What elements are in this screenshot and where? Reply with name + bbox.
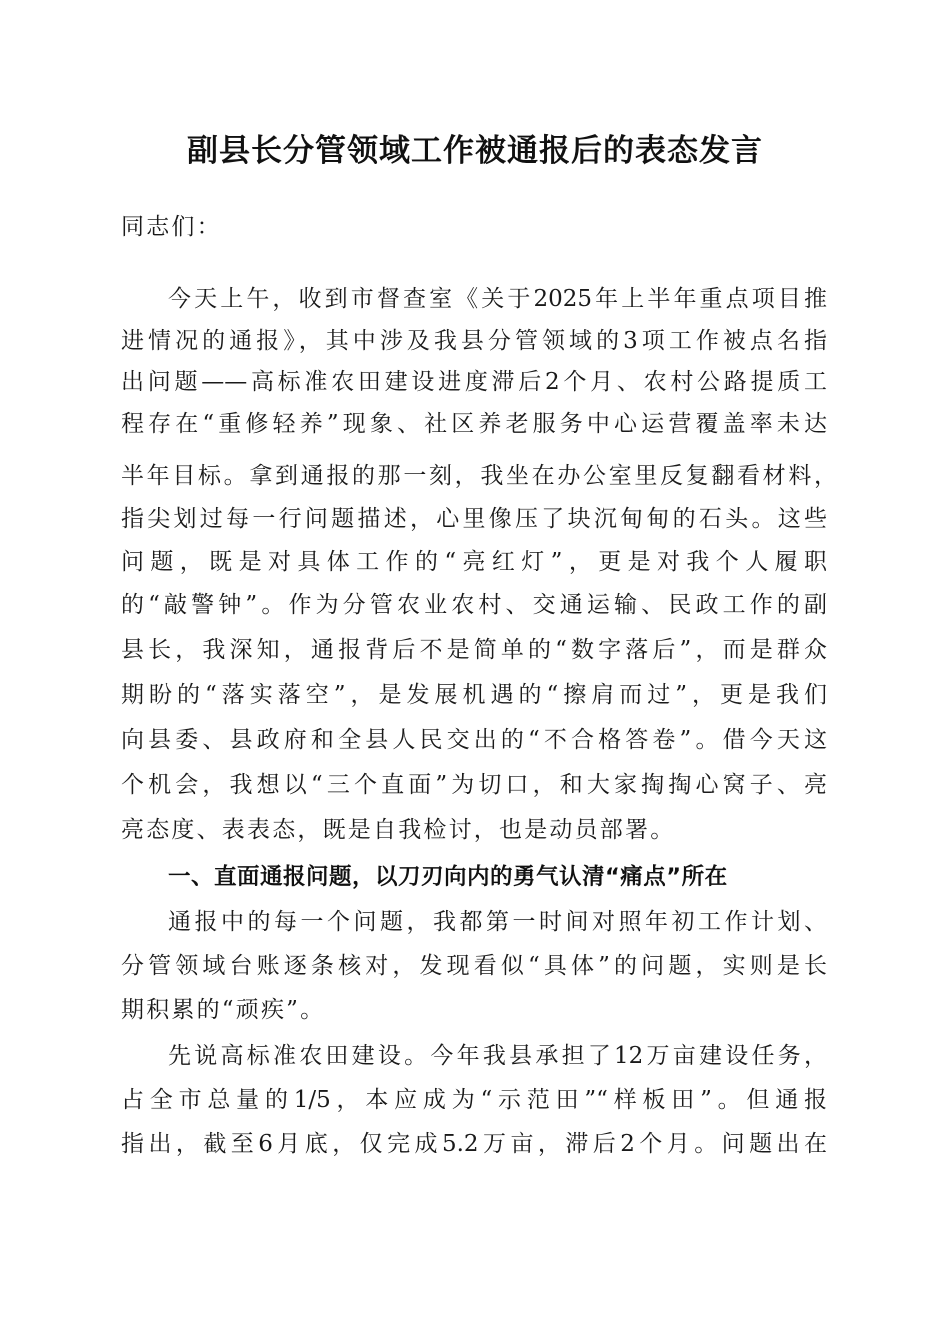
para1-line-8: 的“敲警钟”。作为分管农业农村、交通运输、民政工作的副 — [121, 592, 827, 618]
greeting: 同志们： — [121, 214, 222, 240]
para1-line-3: 出问题——高标准农田建设进度滞后2个月、农村公路提质工 — [121, 369, 827, 395]
para2-line-1: 通报中的每一个问题，我都第一时间对照年初工作计划、 — [168, 909, 827, 935]
para1-line-13: 亮态度、表表态，既是自我检讨，也是动员部署。 — [121, 817, 676, 843]
para1-line-10: 期盼的“落实落空”，是发展机遇的“擦肩而过”，更是我们 — [121, 682, 827, 708]
section-heading-1: 一、直面通报问题，以刀刃向内的勇气认清“痛点”所在 — [168, 864, 728, 890]
para1-line-4: 程存在“重修轻养”现象、社区养老服务中心运营覆盖率未达 — [121, 411, 827, 437]
para3-line-1: 先说高标准农田建设。今年我县承担了12万亩建设任务， — [168, 1043, 827, 1069]
para1-line-7: 问题，既是对具体工作的“亮红灯”，更是对我个人履职 — [121, 549, 827, 575]
para2-line-2: 分管领域台账逐条核对，发现看似“具体”的问题，实则是长 — [121, 953, 827, 979]
para2-line-3: 期积累的“顽疾”。 — [121, 997, 326, 1023]
para1-line-11: 向县委、县政府和全县人民交出的“不合格答卷”。借今天这 — [121, 727, 827, 753]
para1-line-9: 县长，我深知，通报背后不是简单的“数字落后”，而是群众 — [121, 637, 827, 663]
para1-line-12: 个机会，我想以“三个直面”为切口，和大家掏掏心窝子、亮 — [121, 772, 827, 798]
para1-line-6: 指尖划过每一行问题描述，心里像压了块沉甸甸的石头。这些 — [121, 506, 827, 532]
para1-line-1: 今天上午，收到市督查室《关于2025年上半年重点项目推 — [168, 286, 827, 312]
document-title: 副县长分管领域工作被通报后的表态发言 — [187, 133, 763, 169]
para3-line-2: 占全市总量的1/5，本应成为“示范田”“样板田”。但通报 — [121, 1087, 827, 1113]
para1-line-5: 半年目标。拿到通报的那一刻，我坐在办公室里反复翻看材料， — [121, 463, 837, 489]
para1-line-2: 进情况的通报》，其中涉及我县分管领域的3项工作被点名指 — [121, 328, 827, 354]
para3-line-3: 指出，截至6月底，仅完成5.2万亩，滞后2个月。问题出在 — [121, 1131, 827, 1157]
